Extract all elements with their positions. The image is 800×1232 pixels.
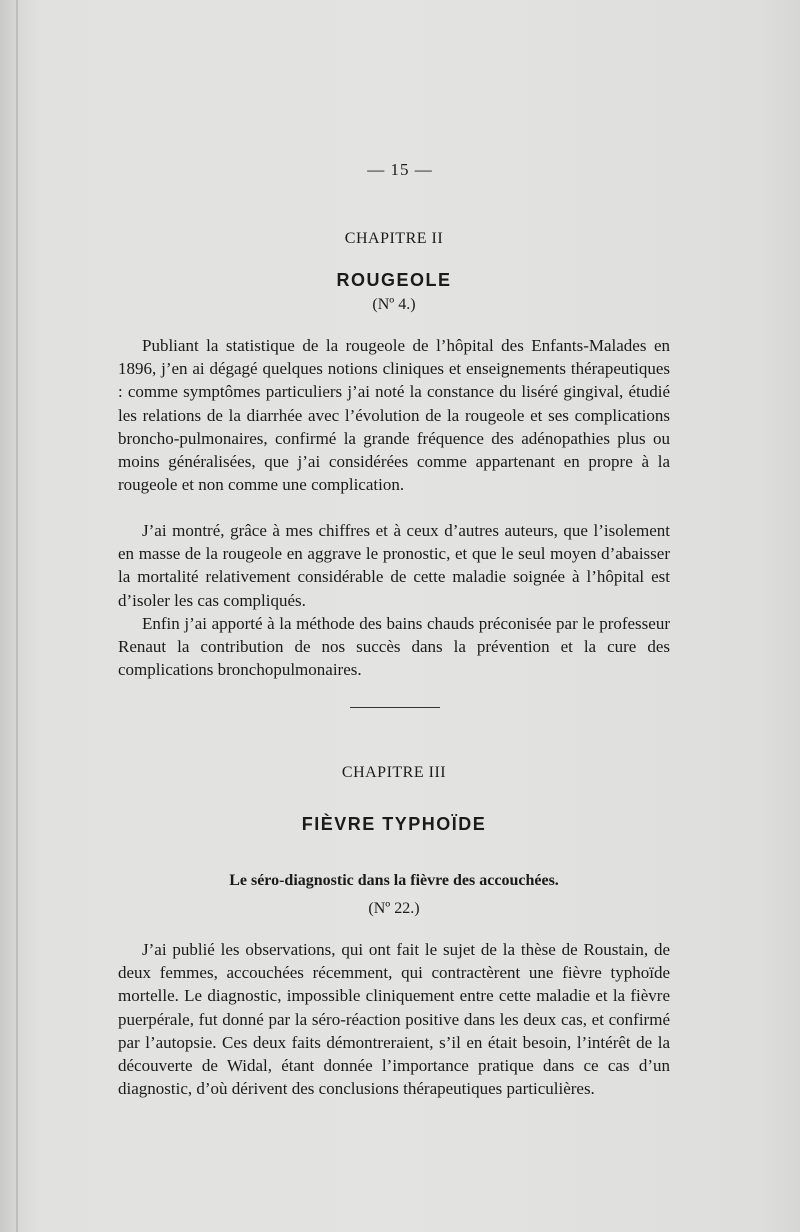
chapter-heading-ii: CHAPITRE II <box>344 230 444 247</box>
paragraph-typhoide-1: J’ai publié les observations, qui ont fait le sujet de la thèse de Roustain, de deux femmes, accouchées récemment, qui contractèrent une fièvre typhoïde mortelle. Le diagnostic, impossible cliniquement entre cette maladie et la fièvre puerpérale, fut donné par la séro-réaction positive dans les deux cas, et confirmé par l’autopsie. Ces deux faits démontreraient, s’il en était besoin, l’intérêt de la découverte de Widal, étant donnée l’importance pratique dans ce cas d’un diagnostic, d’où dérivent des conclusions thérapeutiques particulières. <box>118 940 670 1099</box>
section-divider <box>350 707 440 708</box>
paragraph-rougeole-1: Publiant la statistique de la rougeole de l’hôpital des Enfants-Malades en 1896, j’en ai dégagé quelques notions cliniques et enseignements thérapeutiques : comme symptômes particuliers j’ai noté la constance du liséré gingival, étudié les relations de la diarrhée avec l’évolution de la rougeole et ses complications broncho-pulmonaires, confirmé la grande fréquence des adénopathies plus ou moins généralisées, que j’ai considérées comme appartenant en propre à la rougeole et non comme une complication. <box>118 336 670 495</box>
subsection-title: Le séro-diagnostic dans la fièvre des accouchées. <box>229 872 559 889</box>
chapter-heading-iii: CHAPITRE III <box>341 764 447 781</box>
section-title-fievre-typhoide: FIÈVRE TYPHOÏDE <box>301 814 487 834</box>
section-title-rougeole: ROUGEOLE <box>336 270 452 290</box>
page-number: — 15 — <box>367 160 433 179</box>
paragraph-rougeole-3: Enfin j’ai apporté à la méthode des bains chauds préconisée par le professeur Renaut la contribution de nos succès dans la prévention et la cure des complications bronchopulmonaires. <box>118 614 670 680</box>
publication-ref-4: (Nº 4.) <box>372 296 416 313</box>
publication-ref-22: (Nº 22.) <box>368 900 420 917</box>
page-binding-edge <box>16 0 18 1232</box>
paragraph-rougeole-2: J’ai montré, grâce à mes chiffres et à ceux d’autres auteurs, que l’isolement en masse de la rougeole en aggrave le pronostic, et que le seul moyen d’abaisser la mortalité relativement considérable de cette maladie soignée à l’hôpital est d’isoler les cas compliqués. <box>118 521 670 610</box>
